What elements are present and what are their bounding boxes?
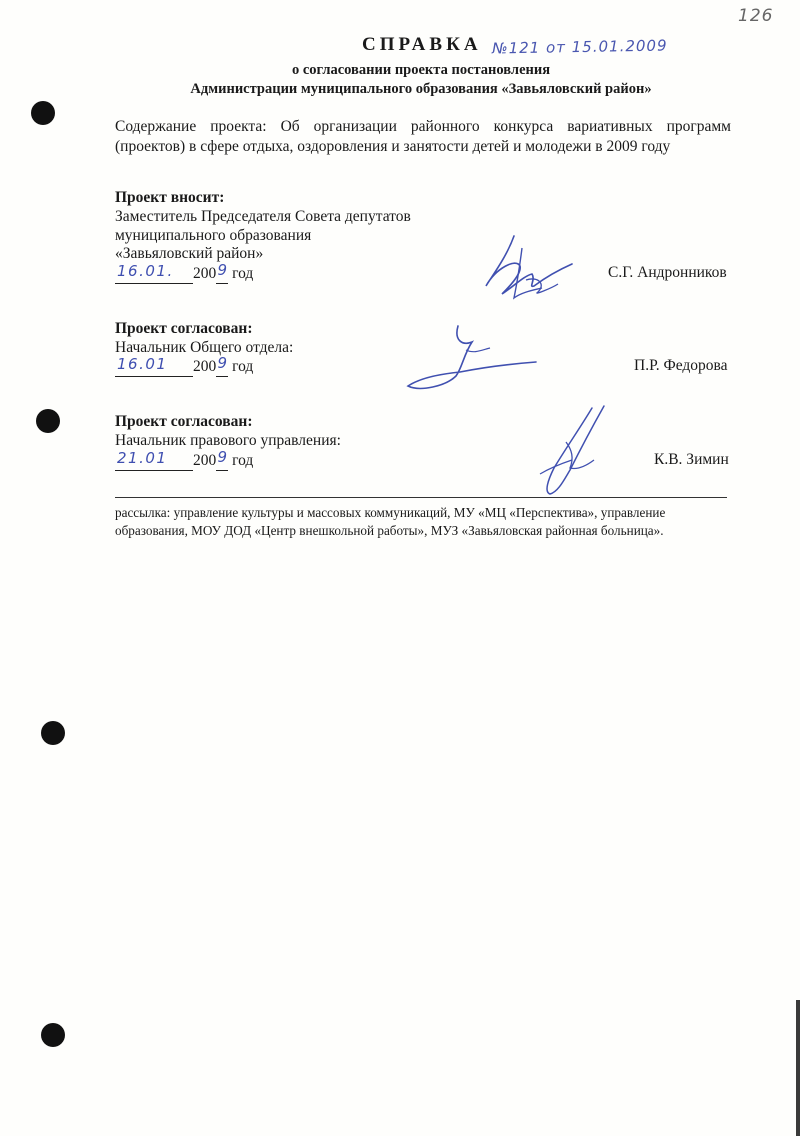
signature-fedorova xyxy=(400,320,550,400)
block3-position-line-1: Начальник правового управления: xyxy=(115,432,341,449)
block3-signer: К.В. Зимин xyxy=(654,451,729,468)
document-title: СПРАВКА xyxy=(362,34,482,55)
block2-position-line-1: Начальник Общего отдела: xyxy=(115,339,294,356)
block1-signer: С.Г. Андронников xyxy=(608,264,727,281)
signature-andronnikov xyxy=(462,228,592,308)
subtitle-line-2: Администрации муниципального образования «Завьяловский район» xyxy=(190,81,652,97)
distribution-rule xyxy=(115,497,727,498)
block3-year-prefix: 200 xyxy=(193,452,217,469)
block1-year-prefix: 200 xyxy=(193,265,217,282)
block2-heading: Проект согласован: xyxy=(115,320,253,337)
punch-hole-1 xyxy=(31,101,55,125)
block3-heading: Проект согласован: xyxy=(115,413,253,430)
block1-year-digit: 9 xyxy=(217,261,228,279)
block1-position-line-1: Заместитель Председателя Совета депутатов xyxy=(115,208,411,225)
punch-hole-3 xyxy=(41,721,65,745)
block1-position-line-3: «Завьяловский район» xyxy=(115,245,264,262)
block3-year-digit: 9 xyxy=(217,448,228,466)
block3-year-suffix: год xyxy=(232,452,254,469)
block2-signer: П.Р. Федорова xyxy=(634,357,728,374)
distribution-list: рассылка: управление культуры и массовых коммуникаций, МУ «МЦ «Перспектива», управление образования, МОУ ДОД «Центр внешкольной работы», МУЗ «Завьяловская районная больница». xyxy=(115,505,666,538)
registration-note: №121 от 15.01.2009 xyxy=(491,36,668,58)
subtitle-line-1: о согласовании проекта постановления xyxy=(291,62,551,78)
scan-edge xyxy=(796,1000,800,1136)
page-number: 126 xyxy=(738,6,774,26)
block1-heading: Проект вносит: xyxy=(115,189,225,206)
block2-year-digit: 9 xyxy=(217,354,228,372)
block1-date xyxy=(115,261,254,284)
block2-date xyxy=(115,354,254,377)
block1-position-line-2: муниципального образования xyxy=(115,227,312,244)
block1-date-handwritten: 16.01. xyxy=(117,262,174,280)
block1-year-suffix: год xyxy=(232,265,254,282)
block2-date-handwritten: 16.01 xyxy=(117,355,168,373)
block3-date xyxy=(115,448,254,471)
block2-year-prefix: 200 xyxy=(193,358,217,375)
block3-date-handwritten: 21.01 xyxy=(117,449,168,467)
punch-hole-4 xyxy=(41,1023,65,1047)
block2-year-suffix: год xyxy=(232,358,254,375)
punch-hole-2 xyxy=(36,409,60,433)
project-content: Содержание проекта: Об организации районного конкурса вариативных программ (проектов) в сфере отдыха, оздоровления и занятости детей и молодежи в 2009 году xyxy=(115,118,731,155)
signature-zimin xyxy=(520,398,630,508)
